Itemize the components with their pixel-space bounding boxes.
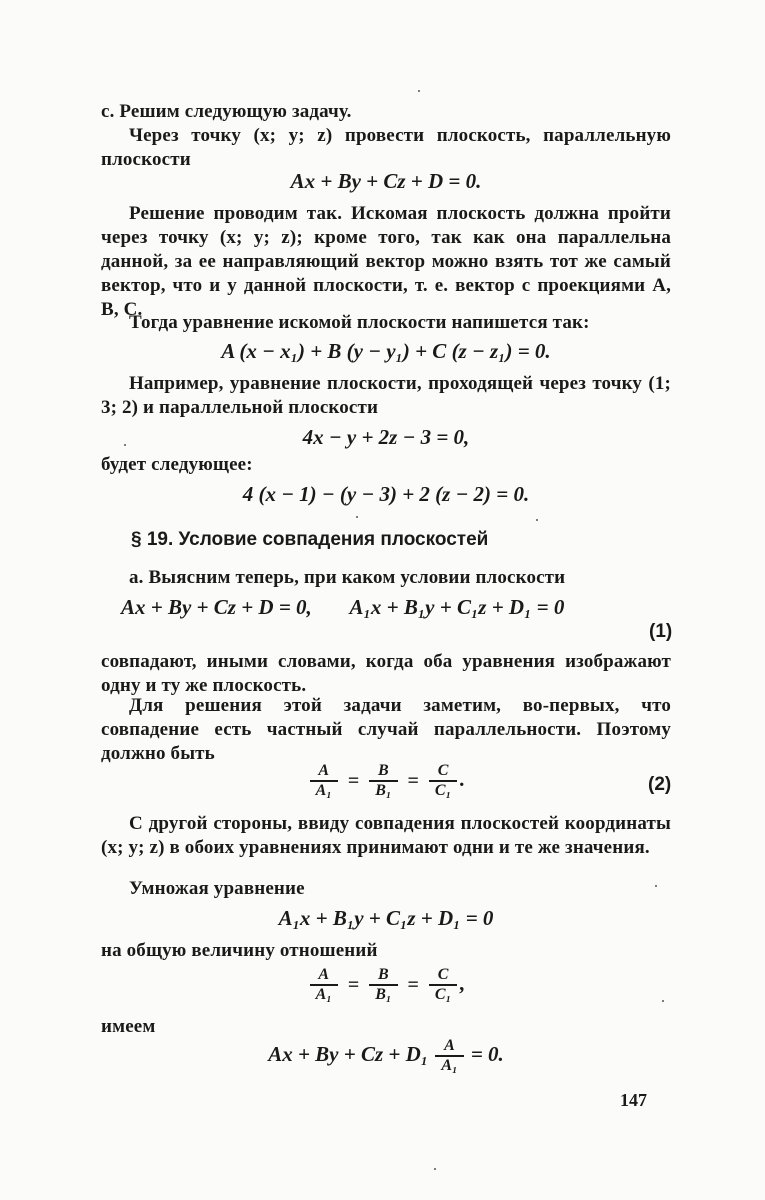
equation-multiply: A₁x + B₁y + C₁z + D₁ = 0 (278, 906, 494, 930)
fraction-a: $\frac{A}{\text{A₁}}$ (310, 762, 338, 800)
fraction-a-common: $\frac{A}{\text{A₁}}$ (310, 966, 338, 1004)
fraction-b: $\frac{B}{\text{B₁}}$ (369, 762, 397, 800)
paragraph-c-then: Тогда уравнение искомой плоскости напишется так: (129, 312, 590, 333)
print-speck (662, 1000, 664, 1002)
paragraph-a-have: имеем (101, 1016, 156, 1037)
page-number: 147 (620, 1090, 647, 1110)
equation-example-result: 4 (x − 1) − (y − 3) + 2 (z − 2) = 0. (242, 482, 530, 506)
paragraph-c-intro: с. Решим следующую задачу. (101, 101, 352, 122)
paragraph-a-multiply: Умножая уравнение (129, 878, 305, 899)
fraction-c-common: $\frac{C}{\text{C₁}}$ (429, 966, 457, 1004)
print-speck (356, 516, 358, 518)
equation-final-right: = 0. (470, 1041, 504, 1066)
equation-ratio-common: $\frac{A}{\text{A₁}}$ = $\frac{B}{\text{B₁}}$ = $\frac{C}{\text{C₁}}$ , (101, 966, 671, 1010)
equation-final (101, 1037, 671, 1081)
paragraph-a-coincide: совпадают, иными словами, когда оба уравнения изображают одну и ту же плоскость. (101, 651, 671, 696)
paragraph-c-example: Например, уравнение плоскости, проходящей через точку (1; 3; 2) и параллельной плоскости (101, 373, 671, 418)
print-speck (655, 885, 657, 887)
equation-example-plane: 4x − y + 2z − 3 = 0, (302, 425, 470, 449)
paragraph-a-other: С другой стороны, ввиду совпадения плоскостей координаты (x; y; z) в обоих уравнениях принимают одни и те же значения. (101, 813, 671, 858)
paragraph-a-intro: а. Выясним теперь, при каком условии плоскости (129, 567, 566, 588)
equation-number-1: (1) (649, 621, 673, 642)
equation-pair-1 (121, 594, 691, 620)
section-heading: § 19. Условие совпадения плоскостей (131, 529, 489, 550)
print-speck (434, 1168, 436, 1170)
fraction-b-common: $\frac{B}{\text{B₁}}$ (369, 966, 397, 1004)
equation-plane: Ax + By + Cz + D = 0. (290, 169, 482, 193)
equation-1-left: Ax + By + Cz + D = 0, (121, 595, 312, 619)
paragraph-c-solution: Решение проводим так. Искомая плоскость должна пройти через точку (x; y; z); кроме того, так как она параллельна данной, за ее направляющий вектор можно взять тот же самый вектор, что и у данной плоскости, т. е. вектор с проекциями A, B, C. (101, 203, 671, 320)
equation-through-point: A (x − x₁) + B (y − y₁) + C (z − z₁) = 0. (221, 339, 551, 363)
print-speck (418, 90, 420, 92)
fraction-c: $\frac{C}{\text{C₁}}$ (429, 762, 457, 800)
equation-number-2: (2) (648, 774, 672, 795)
equation-final-left: Ax + By + Cz + D₁ (268, 1041, 429, 1066)
paragraph-a-common: на общую величину отношений (101, 940, 378, 961)
paragraph-c-result: будет следующее: (101, 454, 253, 475)
print-speck (124, 444, 126, 446)
equation-1-right: A₁x + B₁y + C₁z + D₁ = 0 (349, 595, 565, 619)
paragraph-c-task: Через точку (x; y; z) провести плоскость, параллельную плоскости (101, 125, 671, 170)
fraction-final: $\frac{A}{\text{A₁}}$ (435, 1037, 463, 1075)
print-speck (536, 519, 538, 521)
paragraph-a-solve: Для решения этой задачи заметим, во-первых, что совпадение есть частный случай параллельности. Поэтому должно быть (101, 695, 671, 764)
equation-ratio-2: $\frac{A}{\text{A₁}}$ = $\frac{B}{\text{B₁}}$ = $\frac{C}{\text{C₁}}$ . (101, 762, 671, 806)
